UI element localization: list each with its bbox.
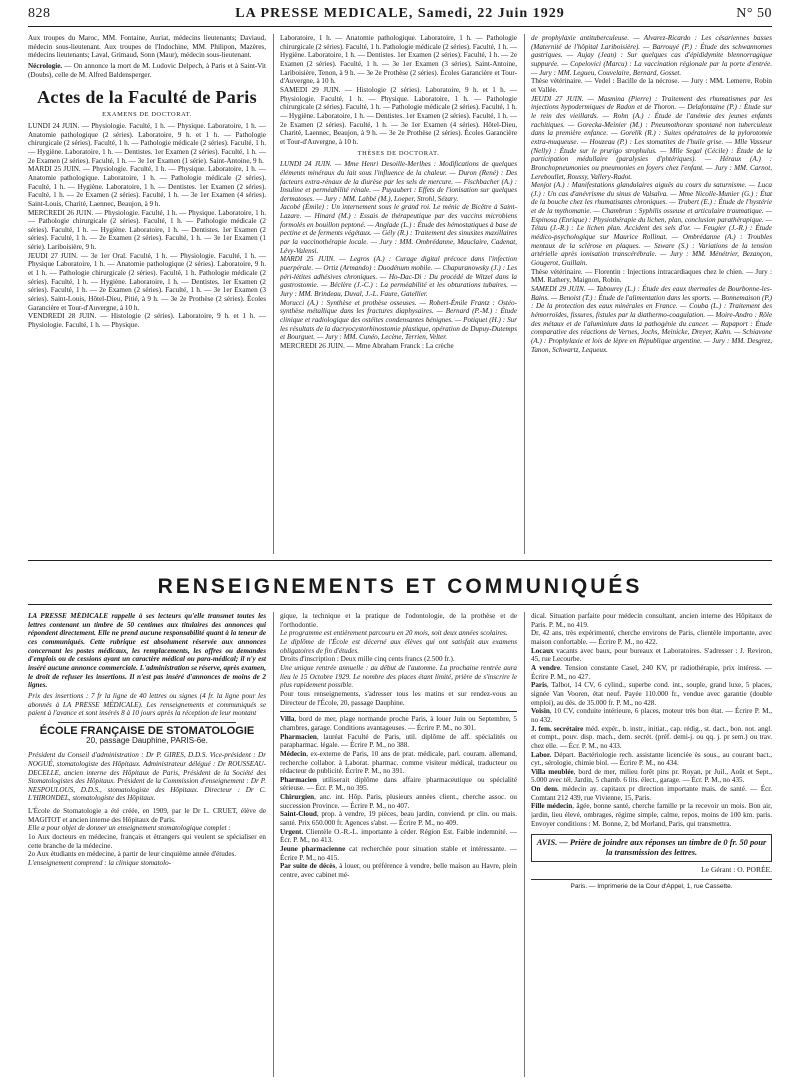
ad-17 xyxy=(531,785,772,802)
ecole-cont-1: gique, la technique et la pratique de l'odontologie, de la prothèse et de l'orthodontie. xyxy=(280,612,517,629)
avis-box: AVIS. — Prière de joindre aux réponses un timbre de 0 fr. 50 pour la transmission des lettres. xyxy=(531,834,772,862)
ad-text: Départ. Bactériologie rech. assistante licenciée ès sous., au courant bact., cyt., sérologie, chimie biol. — Écrire P. M., no 434. xyxy=(531,750,772,768)
ad-lead: Paris xyxy=(531,681,547,690)
ad-text: , bord de mer, plage normande proche Paris, à louer Juin ou Septembre, 5 chambres, garage. Conditions avantageuses. — Écrire P. M., no 301. xyxy=(280,715,517,732)
ad-lead: Médecin xyxy=(280,749,307,758)
ad-cont: dical. Situation parfaite pour médecin consultant, ancien interne des Hôpitaux de Paris. P. M., no 419. xyxy=(531,612,772,629)
theses-jeudi: JEUDI 27 JUIN. — Masmina (Pierre) : Traitement des rhumatismes par les injections hypodermiques de Radon et de Thoron. — Delafontaine (P.) : Étude sur le rein des vieillards. — Rohn (A.) : Étude de l'anémie des jeunes enfants rachitiques. — Gorecka-Meinier (M.) : Pneumothorax spontané non tuberculeux dans la première enfance. — Gorelik (R.) : Suites opératoires de la pylorotomie extra-muqueuse. — Houzeau (P.) : Les stomatites de l'huile grise. — Mlle Vasseur (Nelly) : Étude sur le prurigo strophulus. — Mlle Segal (Cécile) : Étude de la participation médullaire (paralysies d'phtériques). — Héraux (A.) : Bronchopneumonies ou pneumonies en foyers chez l'enfant. — Jury : MM. Carnot, Lereboullet, Roussy, Vallery-Radot. xyxy=(531,94,772,181)
ad-text: . Tension constante Casel, 240 KV, pr radiothérapie, prix intéress. — Écrire P. M., no 427. xyxy=(531,663,772,681)
ad-text: , bord de mer, milieu forêt pins pr. Royan, pr Juil., Août et Sept., 5.000 avec tél. Jardin, 5 chamb. 6 lits. élect., garage. — Écr. P. M., no 435. xyxy=(531,767,772,785)
column-divider xyxy=(273,34,274,554)
necrologie-text: — On annonce la mort de M. Ludovic Delpech, à Paris et à Saint-Vit (Doubs), celle de M. Alfred Baldensperger. xyxy=(28,61,266,79)
ad-text: , anc. int. Hôp. Paris, plusieurs années client., cherche assoc. ou succession Province. — Écrire P. M., no 407. xyxy=(280,793,517,810)
ad-lead: Par suite de décès xyxy=(280,862,336,871)
theses-mercredi-cont: de prophylaxie antituberculeuse. — Alvarez-Ricardo : Les césariennes basses (Maternité de l'hôpital Lariboisière). — Barrouyé (P.) : Étude des schwannomes gastriques. — Aujay (Jean) : Sur quelques cas d'épididymite blennorragique suppurée. — Copelovici (Marcu) : La vaccination régionale par la porte d'entrée. — Jury : MM. Legueu, Couvelaire, Bernard, Gosset. xyxy=(531,34,772,77)
ad-18 xyxy=(531,802,772,828)
theses-mardi-2: Morucci (A.) : Synthèse et prothèse osseuses. — Robert-Émile Frantz : Ostéo-synthèse métallique dans les fractures diaphysaires. — Bernard (P.-M.) : Étude clinique et radiologique des ostéites condensantes bénignes. — Potiquet (H.) : Sur les résultats de la dacryocystorhinostomie plastique, opération de Dupuy-Dutemps et Bourguet. — Jury : MM. Cunéo, Lecène, Terrien, Velter. xyxy=(280,298,517,342)
necrologie-label: Nécrologie. xyxy=(28,61,63,70)
ad-14 xyxy=(531,725,772,751)
ecole-p3: 1o Aux docteurs en médecine, français et étrangers qui veulent se spécialiser en cette branche de la médecine. xyxy=(28,833,266,850)
ad-lead: Jeune pharmacienne xyxy=(280,845,346,854)
theses-lundi-2: Jacobé (Émile) : Un internement sous le grand roi. Le ménic de Bicêtre à Saint-Lazare. — Hinard (M.) : Essais de thérapeutique par des vaccins microbiens formolés en bouillon peptoné. — Anglade (L.) : Étude des hémostatiques à base de pectine et de ferments végétaux. — Gély (R.) : Traitement des sinusites maxillaires par la vaccinothérapie locale. — Jury : MM. Ombrédanne, Mauclaire, Cadenat, Lévy-Valensi. xyxy=(280,203,517,255)
banner-renseignements: RENSEIGNEMENTS ET COMMUNIQUÉS xyxy=(157,575,643,598)
exam-lundi: LUNDI 24 JUIN. — Physiologie. Faculté, 1 h. — Physique. Laboratoire, 1 h. — Anatomie pathologique (2 séries). Laboratoire, 9 h. et 1 h. — Pathologie chirurgicale (2 séries). Faculté, 1 h. — Pathologie médicale (2 séries). Faculté, 1 h. — Hygiène. Laboratoire, 1 h. — Dentistes. 1er Examen (2 séries). Faculté, 1 h. — 2e Examen (2 séries). Faculté, 1 h. — 3e 1er Examen (1 série). Saint-Antoine, 9 h. xyxy=(28,121,266,165)
notice-rules: LA PRESSE MÉDICALE rappelle à ses lecteurs qu'elle transmet toutes les lettres contenant un timbre de 50 centimes aux titulaires des annonces qui répondent directement. Elle ne prend aucune responsabilité quant à la teneur de ces communiqués. Cette rubrique est absolument réservée aux annonces concernant les postes médicaux, les remplacements, les offres ou demandes d'emplois ou de cessions ayant un caractère médical ou para-médical; il n'y est inséré aucune annonce commerciale. L'administration se réserve, après examen, le droit de refuser les insertions. Il n'est pas inséré d'annonces de moins de 2 lignes. xyxy=(28,612,266,690)
ad-lead: J. fem. secrétaire xyxy=(531,724,584,733)
ad-12 xyxy=(531,681,772,707)
ad-text: , âgée, bonne santé, cherche famille pr la recevoir un mois. Bon air, jardin, lieu élevé, ombrages, régime simple, calme, repos, moins de 100 km. paris. Envoyer conditions : M. Bonne, 2, bd Morland, Paris, qui transmettra. xyxy=(531,802,772,828)
section-title-actes: Actes de la Faculté de Paris xyxy=(37,87,257,108)
ad-text: , prop. à vendre, 19 pièces, beau jardin, conviend. pr clin. ou mais. santé. Prix 650.000 fr. Agences s'abst. — Écrire P. M., no 409. xyxy=(280,810,517,828)
theses-heading: THÈSES DE DOCTORAT. xyxy=(357,149,440,157)
these-veterinaire-1: Thèse vétérinaire. — Vedel : Bacille de la nécrose. — Jury : MM. Lemerre, Robin et Vallée. xyxy=(531,77,772,94)
exam-heading: EXAMENS DE DOCTORAT. xyxy=(102,111,192,119)
page-header xyxy=(28,6,772,27)
ecole-cont-3: Le diplôme de l'École est décerné aux élèves qui ont satisfait aux examens obligatoires de fin d'études. xyxy=(280,637,517,655)
exam-jeudi: JEUDI 27 JUIN. — 3e 1er Oral. Faculté, 1 h. — Physiologie. Faculté, 1 h. — Physique Laboratoire, 1 h. — Anatomie pathologique (2 séries). Laboratoire, 9 h. et 1 h. — Pathologie chirurgicale (2 séries). Faculté, 1 h. Pathologie médicale (2 séries). Faculté, 1 h. — Hygiène. Laboratoire, 1 h. — Dentistes. 1er Examen (2 séries). Faculté, 1 h. — 2e Examen (2 séries). Faculté, 1 h. — 3e 1er Examen (3 séries). Saint-Louis, Hôtel-Dieu, Pitié, à 9 h. — 3e 2e Prothèse (2 séries). Écoles Garancière et Tour-d'Auvergne, à 10 h. xyxy=(28,251,266,312)
ad-text: Clientèle O.-R.-L. importante à céder. Région Est. Faible indemnité. — Écr. P. M., no 413. xyxy=(280,827,517,845)
imprimerie: Paris. — Imprimerie de la Cour d'Appel, 1, rue Cassette. xyxy=(531,879,772,892)
ad-10 xyxy=(531,647,772,664)
ad-text: utiliserait diplôme dans affaire pharmaceutique ou spécialité sérieuse. — Écr. P. M., no 395. xyxy=(280,775,517,793)
ad-lead: Voisin xyxy=(531,707,550,716)
section-divider xyxy=(28,560,772,561)
ad-6 xyxy=(280,810,517,827)
ad-text: cat recherchée pour situation stable et intéressante. — Écrire P. M., no 415. xyxy=(280,845,517,862)
ad-2 xyxy=(280,733,517,750)
gerant: Le Gérant : O. PORÉE. xyxy=(701,865,772,875)
ecole-p5: L'enseignement comprend : la clinique stomatolo- xyxy=(28,859,172,868)
bottom-column-3 xyxy=(531,612,772,1077)
ecole-p1: L'École de Stomatologie a été créée, en 1909, par le Dr L. CRUET, élève de MAGITOT et ancien interne des Hôpitaux de Paris. xyxy=(28,807,266,824)
newspaper-page xyxy=(28,0,772,1082)
ad-lead: On dem. xyxy=(531,785,559,794)
ecole-p4: 2o Aux étudiants en médecine, à partir de leur cinquième année d'études. xyxy=(28,850,237,859)
journal-title: LA PRESSE MEDICALE, Samedi, 22 Juin 1929 xyxy=(235,6,565,21)
ad-8 xyxy=(280,845,517,862)
issue-number: N° 50 xyxy=(736,6,772,21)
ecole-cont-2: Le programme est entièrement parcouru en 20 mois, soit deux années scolaires. xyxy=(280,629,508,638)
ad-7 xyxy=(280,828,517,845)
ad-lead: A vendre xyxy=(531,663,561,672)
exam-mardi: MARDI 25 JUIN. — Physiologie. Faculté, 1 h. — Physique. Laboratoire, 1 h. — Anatomie pathologique. Laboratoire, 1 h. — Pathologie médicale (2 séries). Faculté, 1 h. — Hygiène. Laboratoire, 1 h. — Dentistes. 1er Examen (2 séries). Faculté, 1 h. — 2e Examen (2 séries). Faculté, 1 h. — 3e 1er Examen (4 séries). Saint-Louis, Charité, Laennec, Beaujon, à 9 h. xyxy=(28,165,266,208)
ad-lead: Locaux xyxy=(531,646,554,655)
ad-text: méd. expér., b. instr., initiat., cap. rédig., st. dact., bon. not. angl. et compt., pouv. disp. mach., dem. secrét. (préf. demi-j. ou qq. j. pr sem.) ou trav. chez elle. — Écr. P. M., no 433. xyxy=(531,724,772,750)
ad-4 xyxy=(280,776,517,793)
ad-13 xyxy=(531,707,772,724)
ad-text: , ex-externe de Paris, 10 ans de prat. médicale, parl. couram. allemand, recherche collabor. à Laborat. pharmac. comme visiteur médical, traducteur ou rédacteur de publicité. Écrire P. M., no 391. xyxy=(280,749,517,776)
ad-lead: Villa xyxy=(280,715,295,724)
theses-samedi: SAMEDI 29 JUIN. — Tabourey (L.) : Étude des eaux thermales de Bourbonne-les-Bains. — Benoist (T.) : Étude de l'alimentation dans les sports. — Bonnemaison (P.) : De la protection des eaux minérales en France. — Couba (L.) : Traitement des hémorroïdes, fissures, fistules par la diathermo-coagulation. — Moire-Andro : Rôle des métaux et de l'aluminium dans la pathogénie du cancer. — Rapaport : Étude comparative des réactions de Vernes, Jochs, Meinicke, Dreyer, Kahn. — Schiavone (A.) : Prophylaxie et lois de lèpre en République argentine. — Jury : MM. Desgrez, Tanon, Schwartz, Lequeux. xyxy=(531,285,772,354)
notice-prices: Prix des insertions : 7 fr la ligne de 40 lettres ou signes (4 fr. la ligne pour les abonnés à LA PRESSE MÉDICALE). Les renseignements et communiqués se paient à l'avance et sont insérés 8 à 10 jours après la réception de leur montant xyxy=(28,691,266,718)
column-divider xyxy=(273,612,274,1077)
ecole-officers: Président du Conseil d'administration : Dr P. GIRES, D.D.S. Vice-président : Dr NOGUÉ, stomatologiste des Hôpitaux. Administrateur délégué : Dr ROUSSEAU-DECELLE, ancien interne des Hôpitaux de Paris, Président de la Société des Stomatologistes des Hôpitaux. Président de la Commission d'enseignement : Dr P. NESPOULOUS, D.D.S., stomatologiste des Hôpitaux. Directeur : Dr C. L'HIRONDEL, stomatologiste des Hôpitaux. xyxy=(28,751,266,803)
ad-lead: Fille médecin xyxy=(531,802,573,811)
ecole-cont-6: Pour tous renseignements, s'adresser tous les matins et sur rendez-vous au Directeur de l'École, 20, passage Dauphine. xyxy=(280,689,517,707)
ad-lead: Saint-Cloud xyxy=(280,810,317,819)
column-divider xyxy=(524,34,525,554)
ad-lead: Chirurgien xyxy=(280,793,315,802)
exam-samedi: SAMEDI 29 JUIN. — Histologie (2 séries). Laboratoire, 9 h. et 1 h. — Physiologie. Faculté, 1 h. — Physique. Laboratoire, 1 h. — Pathologie chirurgicale (2 séries). Faculté, 1 h. — Pathologie médicale (2 séries). Faculté, 1 h. — Hygiène. Laboratoire, 1 h. — Dentistes. 1er Examen (2 séries). Faculté, 1 h. — 2e Examen (2 séries). Faculté, 1 h. — 3e 1er Examen (4 séries). Hôtel-Dieu, Charité, Laennec, Beaujon, à 9 h. — 3e 2e Prothèse (2 séries). Écoles Garancière et Tour-d'Auvergne, à 10 h. xyxy=(280,85,517,146)
banner-underline xyxy=(28,604,772,605)
ad-5 xyxy=(280,793,517,810)
ecole-title: ÉCOLE FRANÇAISE DE STOMATOLOGIE xyxy=(39,724,255,737)
ad-text: , à louer, ou préférence à vendre, belle maison au Havre, plein centre, avec cabinet mé- xyxy=(280,862,517,880)
exam-vendredi-cont: Laboratoire, 1 h. — Anatomie pathologique. Laboratoire, 1 h. — Pathologie chirurgicale (2 séries). Faculté, 1 h. Pathologie médicale (2 séries). Faculté, 1 h. — Hygiène. Laboratoire, 1 h. — Dentistes. 1er Examen (2 séries). Faculté, 1 h. — 2e Examen (2 séries). Faculté, 1 h. — 3e 1er Examen (3 séries). Saint-Antoine, Lariboisière, Tenon, à 9 h. — 3e 2e Prothèse (2 séries). Écoles Garancière et Tour-d'Auvergne, à 10 h. xyxy=(280,34,517,86)
ad-9 xyxy=(280,862,517,879)
ad-lead: Pharmacien xyxy=(280,775,317,784)
ad-16 xyxy=(531,768,772,785)
bottom-column-1 xyxy=(28,612,266,1077)
exam-mercredi: MERCREDI 26 JUIN. — Physiologie. Faculté, 1 h. — Physique. Laboratoire, 1 h. — Pathologie chirurgicale (2 séries). Faculté, 1 h. — Pathologie médicale (2 séries). Faculté, 1 h. — Hygiène. Laboratoire, 1 h. — Dentistes. 1er Examen (2 séries). Faculté, 1 h. — 2e Examen (2 séries). Faculté, 1 h. — 3e 1er Examen (1 série). Lariboisière, 9 h. xyxy=(28,208,266,252)
theses-lundi: LUNDI 24 JUIN. — Mme Henri Desoille-Merlhes : Modifications de quelques éléments minéraux du lait sous l'influence de la chaleur. — Duron (René) : Des facteurs extra-rénaux de la diurèse par les sels de mercure. — Fischbacher (A.) : Insuline et perméabilité rénale. — Puyaubert : Effets de l'ionisation sur quelques dermatoses. — Jury : MM. Labbé (M.), Loeper, Strohl, Sézary. xyxy=(280,160,517,203)
ad-lead: Labor. xyxy=(531,750,552,759)
ecole-cont-5: Une unique rentrée annuelle : au début de l'automne. La prochaine rentrée aura lieu le 15 Octobre 1929. Le nombre des places étant limité, prière de s'inscrire le plus rapidement possible. xyxy=(280,663,517,690)
bottom-column-2 xyxy=(280,612,517,1077)
ad-text: médecin ay. capitaux pr direction importante mais. de santé. — Écr. Comtant 212 439, rue Vivienne, 15, Paris. xyxy=(531,785,772,802)
ad-15 xyxy=(531,751,772,768)
column-divider xyxy=(524,612,525,1077)
ad-lead: Villa meublée xyxy=(531,767,574,776)
ad-1 xyxy=(280,715,517,732)
theses-mardi: MARDI 25 JUIN. — Legros (A.) : Curage digital précoce dans l'infection puerpérale. — Ortiz (Armando) : Duodénum mobile. — Chapuranowsky (J.) : Les péri-létites adhésives chroniques. — Ho-Dac-Di : Du procédé de Witzel dans la gastrostomie. — Béclère (J.-C.) : La perméabilité et les obturations tubaires. — Jury : MM. Brindeau, Duval, J.-L. Faure, Gatellier. xyxy=(280,255,517,299)
page-number: 828 xyxy=(28,6,51,21)
military-appointments: Aux troupes du Maroc, MM. Fontaine, Auriat, médecins lieutenants; Daviaud, médecin sous-lieutenant. Aux troupes de l'Indochine, MM. Philipon, Mazères, médecins lieutenants; Laval, Grimaud, Sonn (Maur), médecin sous-lieutenant. xyxy=(28,34,266,60)
ad-text: vacants avec baux, pour bureaux et Laboratoires. S'adresser : J. Reviron, 45, rue Lecourbe. xyxy=(531,646,772,664)
ad-text: , lauréat Faculté de Paris, util. diplôme de aff. spécialités ou parapharmac. légale. — Écrire P. M., no 388. xyxy=(280,732,517,750)
ad-3 xyxy=(280,750,517,776)
ad-text: , Talbot, 14 CV, 6 cylind., superbe cond. int., souple, grand luxe, 5 places, signée Van Vooren, état neuf. Payée 110.000 fr., vendue avec garantie (double emploi), au dés. de 35.000 fr. P. M., no 428. xyxy=(531,681,772,707)
top-column-3 xyxy=(531,34,772,554)
ecole-address: 20, passage Dauphine, PARIS-6e. xyxy=(86,735,208,745)
ad-lead: Pharmacien xyxy=(280,732,317,741)
ad-doctor: Dr, 42 ans, très expérimenté, cherche environs de Paris, clientèle importante, avec maison confortable. — Écrire P. M., no 422. xyxy=(531,629,772,646)
ad-11 xyxy=(531,664,772,681)
ecole-cont-4: Droits d'inscription : Deux mille cinq cents francs (2.500 fr.). xyxy=(280,655,455,664)
theses-mercredi: MERCREDI 26 JUIN. — Mme Abraham Franck : La crèche xyxy=(280,341,454,350)
divider xyxy=(58,722,236,723)
divider xyxy=(280,711,517,712)
these-veterinaire-2: Thèse vétérinaire. — Florentin : Injections intracardiaques chez le chien. — Jury : MM. Rathery, Maignon, Robin. xyxy=(531,267,772,285)
theses-jeudi-2: Menjot (A.) : Manifestations glandulaires aiguës au cours du saturnisme. — Luca (J.) : Un cas d'anévrisme du sinus de Valsalva. — Mme Nicolle-Munier (G.) : État de la bouche chez les rhumatisants chroniques. — Trubert (E.) : Étude de l'hystérie et de la mythomanie. — Chambrun : Syphilis osseuse et articulaire traumatique. — Espinosa (Enrique) : Physiothérapie du lichen, plan, conclusion parathérapique. — Tétau (J.-R.) : Le lichen plan. Accident des sels d'or. — Feugier (J.-R.) : Étude médico-psychologique sur Maurice Rollinat. — Ombrédanne (A.) : Troubles mentaux de la sclérose en plaques. — Szware (S.) : Variations de la tension artérielle après ionisation transcérébrale. — Jury : MM. Ménétrier, Bezançon, Gougerot, Guillain. xyxy=(531,181,772,268)
top-column-2 xyxy=(280,34,517,554)
ecole-p2: Elle a pour objet de donner un enseignement stomatologique complet : xyxy=(28,824,231,833)
ad-lead: Urgent. xyxy=(280,827,304,836)
necrologie xyxy=(28,62,266,79)
top-column-1 xyxy=(28,34,266,554)
ad-text: , 10 CV, conduite intérieure, 6 places, moteur très bon état. — Écrire P. M., no 432. xyxy=(531,707,772,724)
exam-vendredi: VENDREDI 28 JUIN. — Histologie (2 séries). Laboratoire, 9 h. et 1 h. — Physiologie. Faculté, 1 h. — Physique. xyxy=(28,312,266,330)
